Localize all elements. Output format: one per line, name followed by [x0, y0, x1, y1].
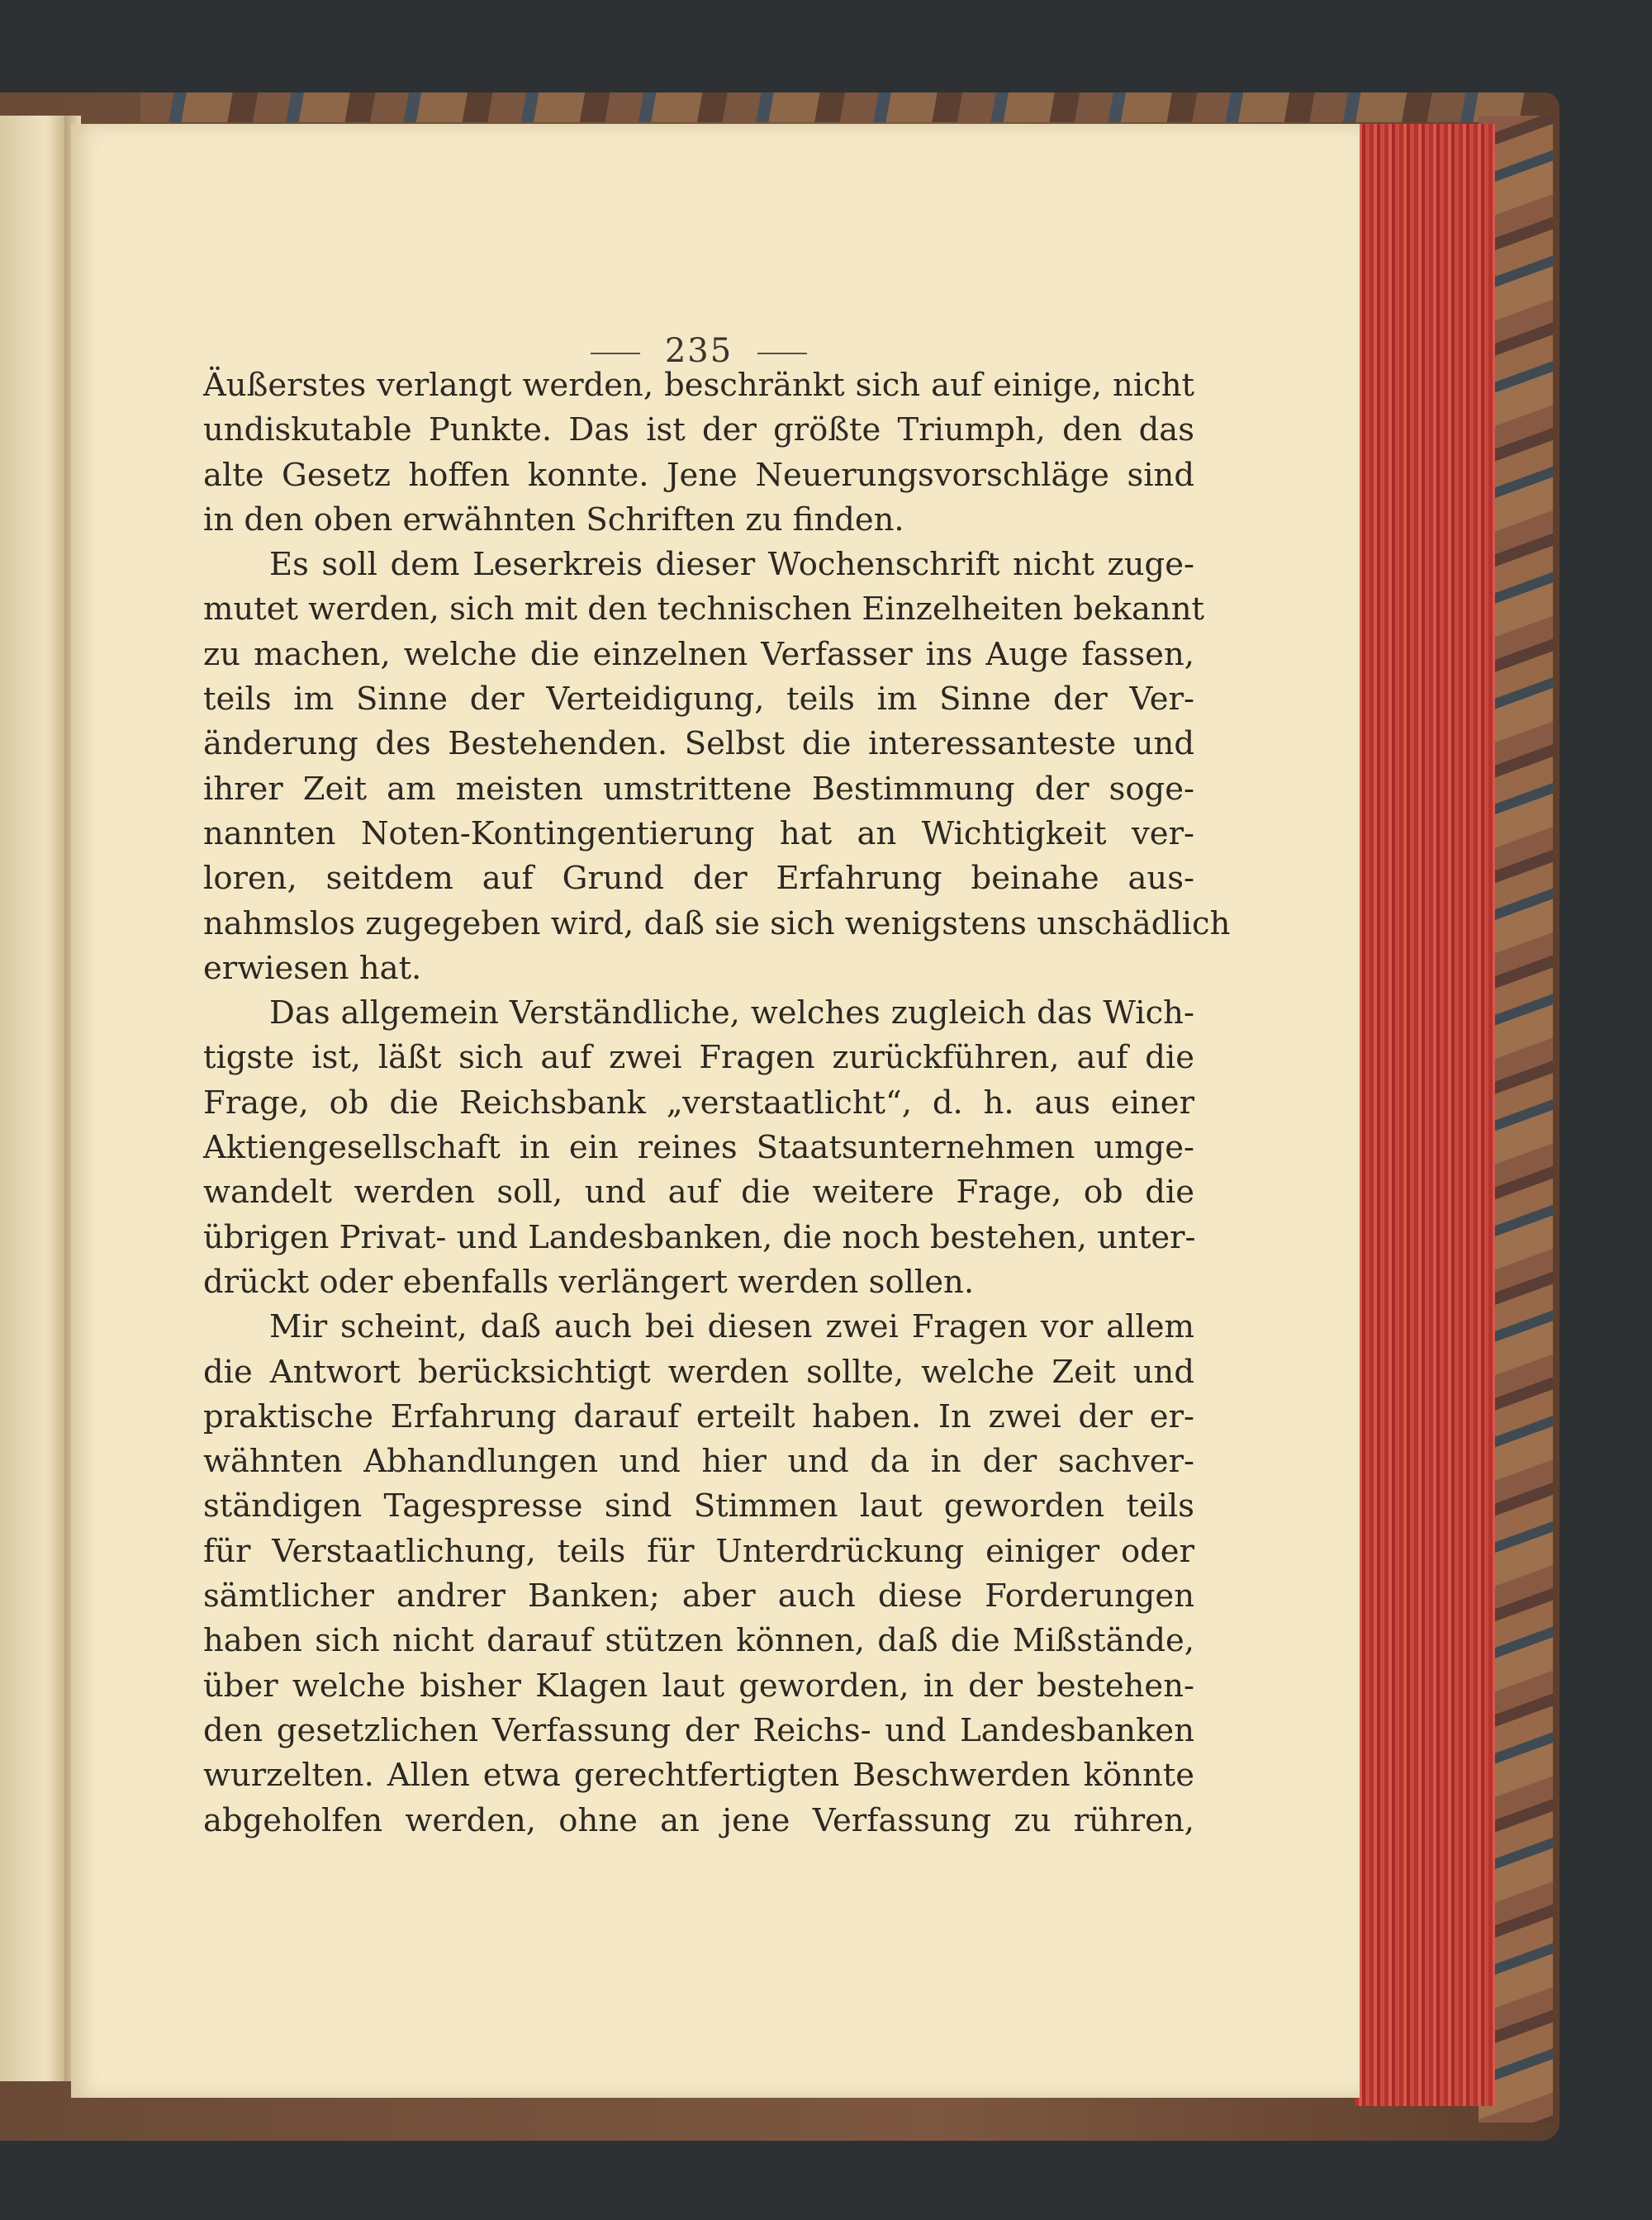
text-line: Es soll dem Leserkreis dieser Wochenschrift nicht zuge- — [269, 546, 1194, 584]
text-line: undiskutable Punkte. Das ist der größte Triumph, den das — [203, 411, 1194, 449]
text-line: ihrer Zeit am meisten umstrittene Bestimmung der soge- — [203, 770, 1194, 808]
page-number-dash-left — [591, 353, 640, 354]
text-line: Aktiengesellschaft in ein reines Staatsunternehmen umge- — [203, 1129, 1194, 1167]
page-number-dash-right — [757, 353, 807, 354]
text-line: änderung des Bestehenden. Selbst die interessanteste und — [203, 725, 1194, 763]
text-line: teils im Sinne der Verteidigung, teils im Sinne der Ver- — [203, 681, 1194, 719]
red-page-edges — [1355, 124, 1495, 2106]
text-line: drückt oder ebenfalls verlängert werden sollen. — [203, 1263, 975, 1301]
cover-marbling-top — [140, 92, 1545, 122]
text-line: Das allgemein Verständliche, welches zugleich das Wich- — [269, 994, 1194, 1032]
facing-page-edge — [0, 116, 66, 2081]
book-page — [71, 124, 1360, 2098]
text-line: für Verstaatlichung, teils für Unterdrückung einiger oder — [203, 1532, 1194, 1570]
text-line: den gesetzlichen Verfassung der Reichs- und Landesbanken — [203, 1711, 1194, 1749]
text-line: mutet werden, sich mit den technischen Einzelheiten bekannt — [203, 591, 1204, 629]
text-line: Mir scheint, daß auch bei diesen zwei Fragen vor allem — [269, 1308, 1194, 1346]
text-line: tigste ist, läßt sich auf zwei Fragen zurückführen, auf die — [203, 1039, 1194, 1077]
body-text — [203, 363, 1231, 1843]
text-line: die Antwort berücksichtigt werden sollte, welche Zeit und — [203, 1353, 1194, 1391]
text-line: sämtlicher andrer Banken; aber auch diese Forderungen — [203, 1577, 1194, 1615]
text-line: alte Gesetz hoffen konnte. Jene Neuerungsvorschläge sind — [203, 456, 1194, 494]
text-line: Frage, ob die Reichsbank „verstaatlicht“, d. h. aus einer — [203, 1084, 1194, 1122]
text-line: praktische Erfahrung darauf erteilt haben. In zwei der er- — [203, 1397, 1194, 1435]
text-line: nahmslos zugegeben wird, daß sie sich wenigstens unschädlich — [203, 904, 1231, 942]
text-line: wurzelten. Allen etwa gerechtfertigten Beschwerden könnte — [203, 1757, 1194, 1795]
text-line: übrigen Privat- und Landesbanken, die noch bestehen, unter- — [203, 1218, 1196, 1256]
text-line: nannten Noten-Kontingentierung hat an Wichtigkeit ver- — [203, 814, 1194, 852]
text-line: ständigen Tagespresse sind Stimmen laut geworden teils — [203, 1487, 1194, 1525]
text-line: abgeholfen werden, ohne an jene Verfassung zu rühren, — [203, 1801, 1194, 1839]
text-line: in den oben erwähnten Schriften zu finden. — [203, 500, 904, 538]
page-number-value: 235 — [664, 332, 733, 370]
text-line: loren, seitdem auf Grund der Erfahrung beinahe aus- — [203, 860, 1194, 898]
text-line: haben sich nicht darauf stützen können, daß die Mißstände, — [203, 1622, 1194, 1660]
text-line: wandelt werden soll, und auf die weitere Frage, ob die — [203, 1174, 1194, 1212]
text-line: über welche bisher Klagen laut geworden, in der bestehen- — [203, 1667, 1194, 1705]
text-line: wähnten Abhandlungen und hier und da in der sachver- — [203, 1443, 1194, 1481]
text-line: erwiesen hat. — [203, 949, 422, 987]
text-line: Äußerstes verlangt werden, beschränkt sich auf einige, nicht — [203, 367, 1194, 404]
text-line: zu machen, welche die einzelnen Verfasser ins Auge fassen, — [203, 635, 1194, 673]
